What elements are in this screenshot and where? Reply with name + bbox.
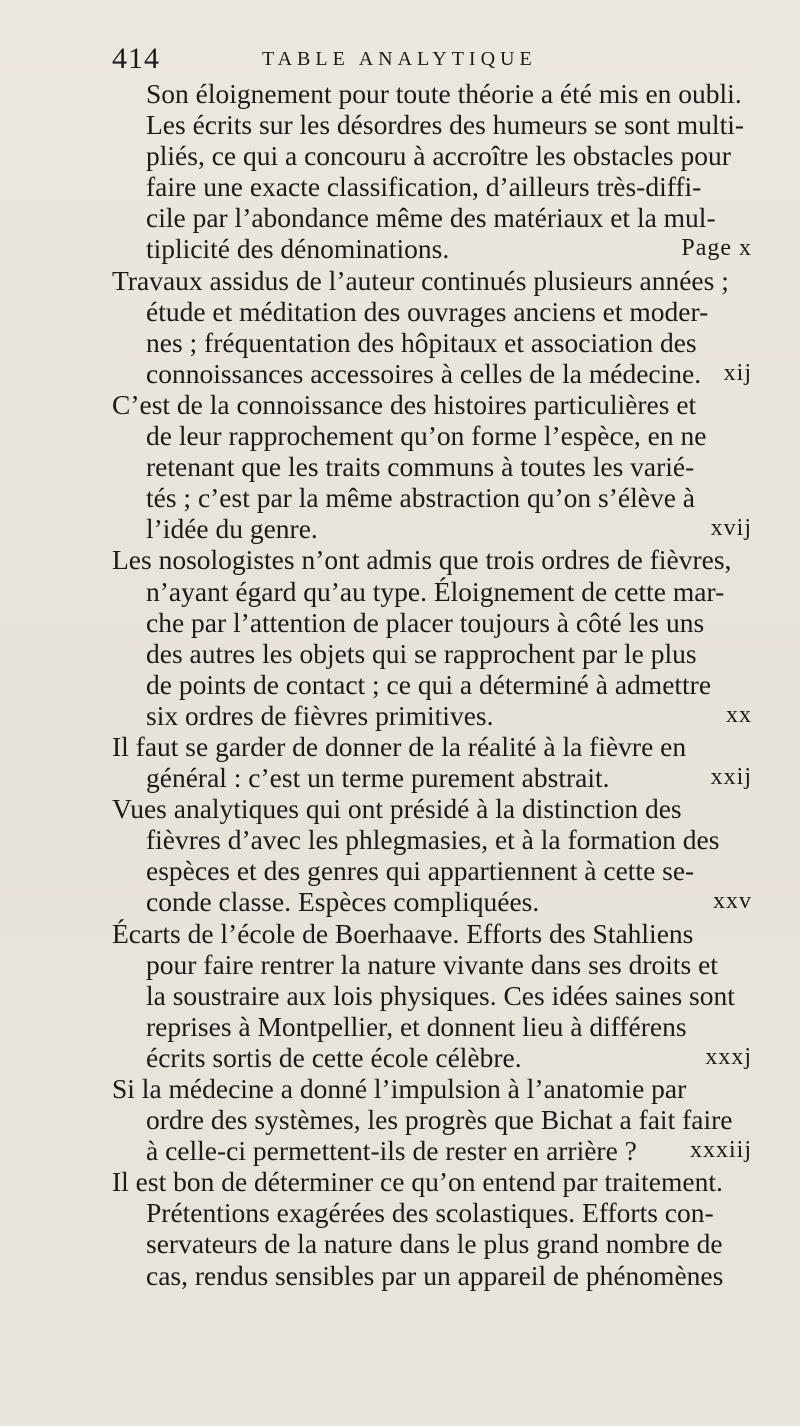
entry-continuation-line: [0, 78, 800, 109]
line-text: pliés, ce qui a concouru à accroître les obstacles pour: [146, 140, 731, 172]
entry-continuation-line: [0, 109, 800, 140]
entry-continuation-line: [0, 1042, 752, 1073]
running-title: TABLE ANALYTIQUE: [262, 48, 537, 70]
entry-continuation-line: [0, 700, 752, 731]
line-text: espèces et des genres qui appartiennent à cette se-: [146, 855, 695, 887]
entry-continuation-line: [0, 1011, 800, 1042]
line-text: C’est de la connoissance des histoires particulières et: [112, 388, 697, 420]
entry-continuation-line: [0, 949, 800, 980]
line-text: des autres les objets qui se rapprochent par le plus: [146, 637, 697, 669]
line-text: conde classe. Espèces compliquées.: [146, 886, 540, 918]
page-reference: xvij: [710, 515, 752, 542]
entry-first-line: [0, 793, 800, 824]
line-text: ordre des systèmes, les progrès que Bichat a fait faire: [146, 1104, 733, 1136]
line-text: à celle-ci permettent-ils de rester en arrière ?: [146, 1135, 637, 1167]
page-reference: xxij: [710, 764, 752, 791]
entry-continuation-line: [0, 824, 800, 855]
page-reference: xxv: [713, 888, 752, 915]
entry-first-line: [0, 1073, 800, 1104]
line-text: retenant que les traits communs à toutes les varié-: [146, 451, 695, 483]
entry-continuation-line: [0, 140, 800, 171]
entry-continuation-line: [0, 1104, 800, 1135]
entry-continuation-line: [0, 576, 800, 607]
entry-continuation-line: [0, 669, 800, 700]
entry-continuation-line: [0, 296, 800, 327]
entry-first-line: [0, 265, 800, 296]
line-text: Vues analytiques qui ont présidé à la distinction des: [112, 793, 682, 825]
page-reference: xij: [723, 359, 752, 386]
line-text: Il faut se garder de donner de la réalité à la fièvre en: [112, 730, 687, 762]
line-text: Si la médecine a donné l’impulsion à l’anatomie par: [112, 1073, 687, 1104]
line-text: nes ; fréquentation des hôpitaux et association des: [146, 326, 697, 358]
table-of-contents-entries: [0, 78, 800, 1291]
line-text: Il est bon de déterminer ce qu’on entend par traitement.: [112, 1166, 723, 1198]
line-text: pour faire rentrer la nature vivante dans ses droits et: [146, 948, 718, 980]
page-reference: xxxiij: [689, 1137, 752, 1164]
line-text: Travaux assidus de l’auteur continués plusieurs années ;: [112, 264, 729, 296]
line-text: étude et méditation des ouvrages anciens et moder-: [146, 295, 709, 327]
line-text: che par l’attention de placer toujours à côté les uns: [146, 606, 705, 638]
entry-continuation-line: [0, 855, 800, 886]
line-text: faire une exacte classification, d’ailleurs très-diffi-: [146, 171, 702, 203]
entry-continuation-line: [0, 638, 800, 669]
line-text: Son éloignement pour toute théorie a été mis en oubli.: [146, 78, 742, 109]
entry-continuation-line: [0, 980, 800, 1011]
entry-continuation-line: [0, 1260, 800, 1291]
line-text: Les écrits sur les désordres des humeurs se sont multi-: [146, 109, 745, 141]
line-text: de leur rapprochement qu’on forme l’espèce, en ne: [146, 420, 707, 452]
line-text: de points de contact ; ce qui a déterminé à admettre: [146, 668, 712, 700]
entry-continuation-line: [0, 327, 800, 358]
entry-continuation-line: [0, 886, 752, 917]
page-number: 414: [112, 42, 160, 75]
entry-continuation-line: [0, 233, 752, 264]
page-reference: Page x: [681, 235, 752, 262]
line-text: connoissances accessoires à celles de la médecine.: [146, 357, 702, 389]
line-text: cas, rendus sensibles par un appareil de phénomènes: [146, 1259, 724, 1291]
entry-continuation-line: [0, 202, 800, 233]
line-text: la soustraire aux lois physiques. Ces idées saines sont: [146, 979, 735, 1011]
entry-first-line: [0, 389, 800, 420]
page-header: [112, 42, 752, 78]
line-text: l’idée du genre.: [146, 513, 318, 545]
entry-continuation-line: [0, 1228, 800, 1259]
line-text: six ordres de fièvres primitives.: [146, 699, 494, 731]
line-text: servateurs de la nature dans le plus grand nombre de: [146, 1228, 723, 1260]
page-reference: xx: [726, 701, 752, 728]
line-text: Écarts de l’école de Boerhaave. Efforts des Stahliens: [112, 917, 694, 949]
line-text: écrits sortis de cette école célèbre.: [146, 1041, 522, 1073]
entry-continuation-line: [0, 1135, 752, 1166]
line-text: cile par l’abondance même des matériaux et la mul-: [146, 202, 716, 234]
line-text: tés ; c’est par la même abstraction qu’on s’élève à: [146, 482, 696, 514]
entry-continuation-line: [0, 451, 800, 482]
entry-continuation-line: [0, 420, 800, 451]
line-text: reprises à Montpellier, et donnent lieu à différens: [146, 1010, 687, 1042]
entry-first-line: [0, 1166, 800, 1197]
line-text: Prétentions exagérées des scolastiques. Efforts con-: [146, 1197, 714, 1229]
line-text: n’ayant égard qu’au type. Éloignement de cette mar-: [146, 575, 725, 607]
line-text: général : c’est un terme purement abstrait.: [146, 762, 610, 794]
page-reference: xxxj: [705, 1043, 752, 1070]
entry-first-line: [0, 731, 800, 762]
entry-continuation-line: [0, 762, 752, 793]
entry-continuation-line: [0, 358, 752, 389]
entry-continuation-line: [0, 513, 752, 544]
entry-continuation-line: [0, 482, 800, 513]
entry-continuation-line: [0, 171, 800, 202]
line-text: tiplicité des dénominations.: [146, 233, 450, 265]
entry-first-line: [0, 544, 800, 575]
entry-continuation-line: [0, 607, 800, 638]
entry-continuation-line: [0, 1197, 800, 1228]
line-text: fièvres d’avec les phlegmasies, et à la formation des: [146, 824, 720, 856]
entry-first-line: [0, 918, 800, 949]
line-text: Les nosologistes n’ont admis que trois ordres de fièvres,: [112, 544, 732, 576]
